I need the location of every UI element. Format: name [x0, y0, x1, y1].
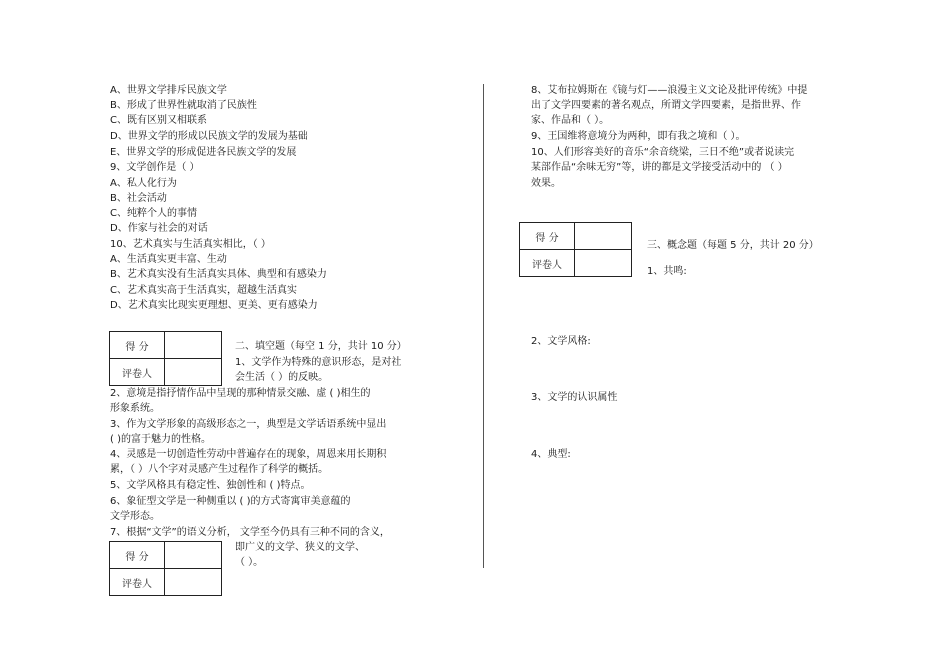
score-box — [519, 222, 632, 277]
fill-1-cont: 会生活（ ）的反映。 — [235, 372, 329, 383]
fill-3-cont: ( )的富于魅力的性格。 — [110, 434, 211, 445]
fill-6: 6、象征型文学是一种侧重以 ( )的方式寄寓审美意蕴的 — [110, 496, 351, 507]
score-blank — [165, 542, 222, 569]
score-blank — [165, 332, 222, 359]
score-box — [109, 541, 222, 596]
question-9: 9、文学创作是（ ） — [110, 162, 200, 173]
fill-2-cont: 形象系统。 — [110, 403, 160, 414]
option-a: A、私人化行为 — [110, 178, 177, 189]
score-blank — [575, 223, 632, 250]
score-box — [109, 331, 222, 386]
fill-6-cont: 文学形态。 — [110, 511, 160, 522]
option-b: B、艺术真实没有生活真实具体、典型和有感染力 — [110, 269, 327, 280]
grader-label: 评卷人 — [110, 569, 165, 596]
fill-7-cont: （ ）。 — [235, 557, 264, 568]
section-title: 三、概念题（每题 5 分，共计 20 分） — [647, 240, 819, 251]
score-label: 得 分 — [110, 542, 165, 569]
option-b: B、形成了世界性就取消了民族性 — [110, 100, 257, 111]
option-c: C、纯粹个人的事情 — [110, 208, 197, 219]
question-10: 10、人们形容美好的音乐“余音绕梁，三日不绝”或者说读完 — [531, 147, 795, 158]
concept-4: 4、典型: — [531, 449, 571, 460]
grader-blank — [575, 250, 632, 277]
score-label: 得 分 — [520, 223, 575, 250]
concept-3: 3、文学的认识属性 — [531, 392, 618, 403]
grader-blank — [165, 569, 222, 596]
question-10-cont: 某部作品“余味无穷”等，讲的都是文学接受活动中的 （ ） — [531, 162, 788, 173]
fill-1: 1、文学作为特殊的意识形态，是对社 — [235, 357, 402, 368]
section-title: 二、填空题（每空 1 分，共计 10 分） — [235, 341, 407, 352]
option-d: D、世界文学的形成以民族文学的发展为基础 — [110, 131, 308, 142]
fill-4: 4、灵感是一切创造性劳动中普遍存在的现象，周恩来用长期积 — [110, 449, 387, 460]
question-9: 9、王国维将意境分为两种，即有我之境和（ ）。 — [531, 131, 746, 142]
fill-7: 7、根据“文学”的语义分析， 文学至今仍具有三种不同的含义， — [110, 527, 390, 538]
option-c: C、艺术真实高于生活真实，超越生活真实 — [110, 285, 297, 296]
option-d: D、作家与社会的对话 — [110, 223, 208, 234]
option-a: A、世界文学排斥民族文学 — [110, 85, 227, 96]
question-8: 8、艾布拉姆斯在《镜与灯——浪漫主义文论及批评传统》中提 — [531, 85, 808, 96]
grader-label: 评卷人 — [520, 250, 575, 277]
concept-2: 2、文学风格: — [531, 336, 591, 347]
fill-3: 3、作为文学形象的高级形态之一，典型是文学话语系统中显出 — [110, 419, 387, 430]
option-c: C、既有区别又相联系 — [110, 115, 207, 126]
column-divider — [483, 84, 484, 568]
question-10: 10、艺术真实与生活真实相比，（ ） — [110, 239, 271, 250]
question-8-cont: 家、作品和（ ）。 — [531, 115, 610, 126]
score-label: 得 分 — [110, 332, 165, 359]
question-10-cont: 效果。 — [531, 178, 561, 189]
grader-blank — [165, 359, 222, 386]
option-d: D、艺术真实比现实更理想、更美、更有感染力 — [110, 300, 318, 311]
fill-7-cont: 即广义的文学、狭义的文学、 — [235, 542, 365, 553]
fill-2: 2、意境是指抒情作品中呈现的那种情景交融、虚 ( )相生的 — [110, 388, 371, 399]
fill-4-cont: 累，（ ）八个字对灵感产生过程作了科学的概括。 — [110, 464, 329, 475]
option-e: E、世界文学的形成促进各民族文学的发展 — [110, 147, 297, 158]
question-8-cont: 出了文学四要素的著名观点，所谓文学四要素，是指世界、作 — [531, 100, 801, 111]
concept-1: 1、共鸣: — [647, 266, 687, 277]
grader-label: 评卷人 — [110, 359, 165, 386]
option-b: B、社会活动 — [110, 193, 167, 204]
fill-5: 5、文学风格具有稳定性、独创性和 ( )特点。 — [110, 480, 311, 491]
option-a: A、生活真实更丰富、生动 — [110, 254, 227, 265]
